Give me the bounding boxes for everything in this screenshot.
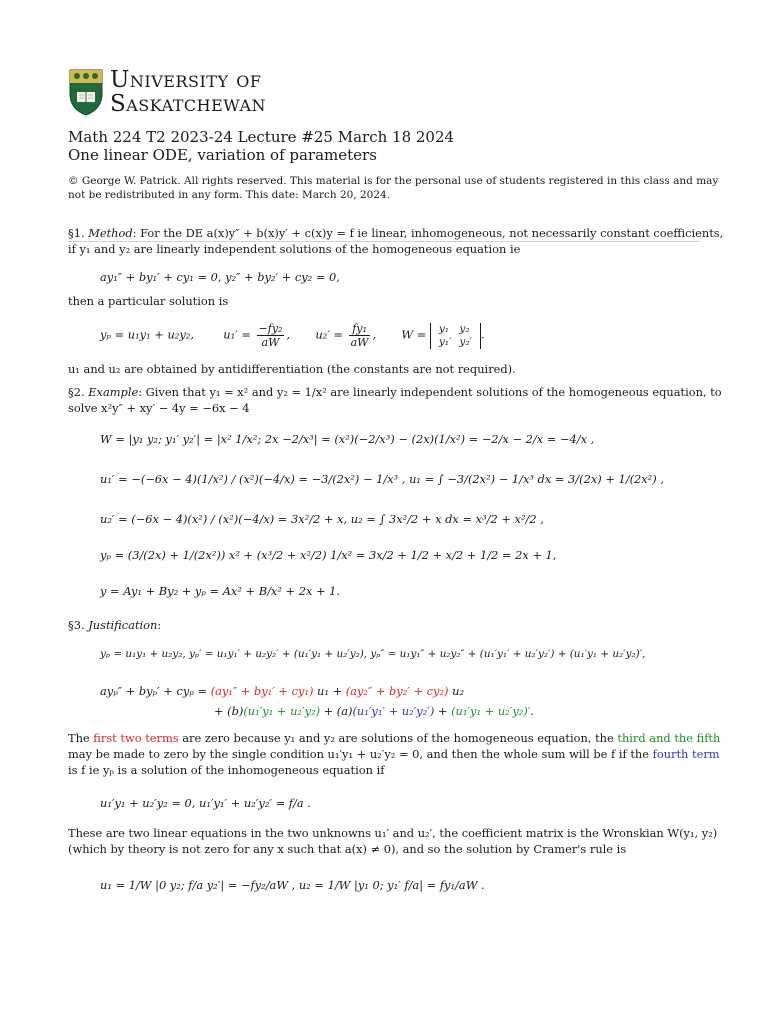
- lecture-subtitle: One linear ODE, variation of parameters: [68, 146, 377, 164]
- s3-p2-a: may be made to zero by the single condition u₁′y₁ + u₂′y₂ = 0, and then the whole sum will be f if the: [68, 747, 653, 761]
- s3-l2-red2: (ay₂″ + by₂′ + cy₂): [345, 684, 449, 698]
- u2p-num: fy₁: [349, 322, 371, 336]
- course-title: Math 224 T2 2023-24 Lecture #25 March 18 2024: [68, 128, 455, 146]
- s2-u1: u₁′ = −(−6x − 4)(1/x²) / (x²)(−4/x) = −3/(2x²) − 1/x³ , u₁ = ∫ −3/(2x²) − 1/x³ dx = 3/(2x) + 1/(2x²) ,: [100, 472, 664, 486]
- s3-title: Justification: [88, 618, 158, 632]
- s3-substitution-line2: [214, 704, 534, 718]
- s3-l3-green1: (u₁′y₁ + u₂′y₂): [243, 704, 321, 718]
- u1p-fraction: [257, 322, 285, 349]
- s2-yp: yₚ = (3/(2x) + 1/(2x²)) x² + (x³/2 + x²/2) 1/x² = 3x/2 + 1/2 + x/2 + 1/2 = 2x + 1,: [100, 548, 557, 562]
- s2-label: §2.: [68, 385, 85, 399]
- university-crest-icon: [68, 68, 104, 116]
- w-lhs: W =: [401, 327, 427, 342]
- s3-label: §3.: [68, 618, 85, 632]
- university-line2: Saskatchewan: [110, 91, 267, 117]
- s3-l2-post: u₂: [448, 684, 465, 698]
- s3-l3-c: +: [434, 704, 452, 718]
- s3-l2-mid: u₁ +: [313, 684, 346, 698]
- s3-l3-a: + (b): [214, 704, 244, 718]
- s3-l3-b: + (a): [320, 704, 353, 718]
- s1-then: then a particular solution is: [68, 294, 229, 308]
- s1-particular-solution: yₚ = u₁y₁ + u₂y₂, u₁′ = $\frac{\text{−fy₂}}{aW}$ , u₂′ = $\frac{\text{fy₁}}{aW}$ , W = y₁ y₂ y₁′ y₂′ .: [100, 322, 485, 349]
- s3-para-line5: (which by theory is not zero for any x such that a(x) ≠ 0), and so the solution by Cramer's rule is: [68, 842, 627, 856]
- s1-line-2: if y₁ and y₂ are linearly independent solutions of the homogeneous equation ie: [68, 242, 521, 256]
- s2-wronskian: W = |y₁ y₂; y₁′ y₂′| = |x² 1/x²; 2x −2/x³| = (x²)(−2/x³) − (2x)(1/x²) = −2/x − 2/x = −4/x ,: [100, 432, 595, 446]
- s3-substitution-line1: [100, 684, 464, 698]
- s1-title: Method: [88, 226, 133, 240]
- w-b: y₂: [459, 322, 470, 335]
- w-c: y₁′: [438, 335, 452, 348]
- w-d: y₂′: [459, 335, 472, 348]
- s3-heading: [68, 618, 161, 633]
- s3-p1-b: are zero because y₁ and y₂ are solutions of the homogeneous equation, the: [178, 731, 618, 745]
- copyright-line-2: not be redistributed in any form. This date: March 20, 2024.: [68, 189, 391, 201]
- s3-p1-a: The: [68, 731, 94, 745]
- s1-line-1: [68, 226, 723, 241]
- s3-cramer-solution: u₁ = 1/W |0 y₂; f/a y₂′| = −fy₂/aW , u₂ = 1/W |y₁ 0; y₁′ f/a| = fy₁/aW .: [100, 878, 485, 892]
- s3-para-line4: These are two linear equations in the two unknowns u₁′ and u₂′, the coefficient matrix is the Wronskian W(y₁, y₂): [68, 826, 718, 840]
- u1p-den: aW: [261, 336, 280, 349]
- s3-l2-red1: (ay₁″ + by₁′ + cy₁): [210, 684, 314, 698]
- s2-title: Example: [88, 385, 139, 399]
- s3-l2-pre: ayₚ″ + byₚ′ + cyₚ =: [100, 684, 211, 698]
- s1-label: §1.: [68, 226, 85, 240]
- u2p-den: aW: [350, 336, 369, 349]
- s1-text1: : For the DE a(x)y″ + b(x)y′ + c(x)y = f ie linear, inhomogeneous, not necessarily constant coefficients,: [132, 226, 724, 240]
- copyright-line-1: © George W. Patrick. All rights reserved. This material is for the personal use of students registered in this class and may: [68, 175, 719, 187]
- s3-para-line1: [68, 731, 720, 746]
- yp-formula: yₚ = u₁y₁ + u₂y₂,: [100, 327, 194, 342]
- u1p-lhs: u₁′ =: [223, 327, 251, 342]
- s3-para-line2: [68, 747, 720, 762]
- u2p-fraction: [349, 322, 371, 349]
- s3-l3-d: .: [530, 704, 534, 718]
- s2-line-1: [68, 385, 722, 400]
- u2p-lhs: u₂′ =: [315, 327, 343, 342]
- u1p-num: −fy₂: [258, 322, 283, 335]
- s1-homogeneous-equations: ay₁″ + by₁′ + cy₁ = 0, y₂″ + by₂′ + cy₂ = 0,: [100, 270, 340, 284]
- s2-line-2: solve x²y″ + xy′ − 4y = −6x − 4: [68, 401, 250, 415]
- s3-linear-system: u₁′y₁ + u₂′y₂ = 0, u₁′y₁′ + u₂′y₂′ = f/a .: [100, 796, 311, 810]
- s2-u2: u₂′ = (−6x − 4)(x²) / (x²)(−4/x) = 3x²/2 + x, u₂ = ∫ 3x²/2 + x dx = x³/2 + x²/2 ,: [100, 512, 544, 526]
- s3-p1-green: third and the fifth: [617, 731, 721, 745]
- s1-note: u₁ and u₂ are obtained by antidifferentiation (the constants are not required).: [68, 362, 516, 376]
- s3-l3-green2: (u₁′y₁ + u₂′y₂)′: [451, 704, 531, 718]
- s3-derivatives: yₚ = u₁y₁ + u₂y₂, yₚ′ = u₁y₁′ + u₂y₂′ + (u₁′y₁ + u₂′y₂), yₚ″ = u₁y₁″ + u₂y₂″ + (u₁′y₁′ + u₂′y₂′) + (u₁′y₁ + u₂′y₂)′,: [100, 648, 646, 660]
- w-a: y₁: [438, 322, 450, 335]
- s2-text1: : Given that y₁ = x² and y₂ = 1/x² are linearly independent solutions of the homogeneous equation, to: [138, 385, 722, 399]
- s3-para-line3: is f ie yₚ is a solution of the inhomogeneous equation if: [68, 763, 385, 777]
- s3-l3-blue: (u₁′y₁′ + u₂′y₂′): [352, 704, 435, 718]
- s3-p2-blue: fourth term: [652, 747, 720, 761]
- university-line1: University of: [110, 67, 262, 93]
- s3-colon: :: [157, 618, 162, 632]
- s3-p1-red: first two terms: [93, 731, 179, 745]
- university-wordmark: [110, 68, 266, 116]
- s2-general-solution: y = Ay₁ + By₂ + yₚ = Ax² + B/x² + 2x + 1.: [100, 584, 341, 598]
- wronskian-determinant: [430, 323, 481, 349]
